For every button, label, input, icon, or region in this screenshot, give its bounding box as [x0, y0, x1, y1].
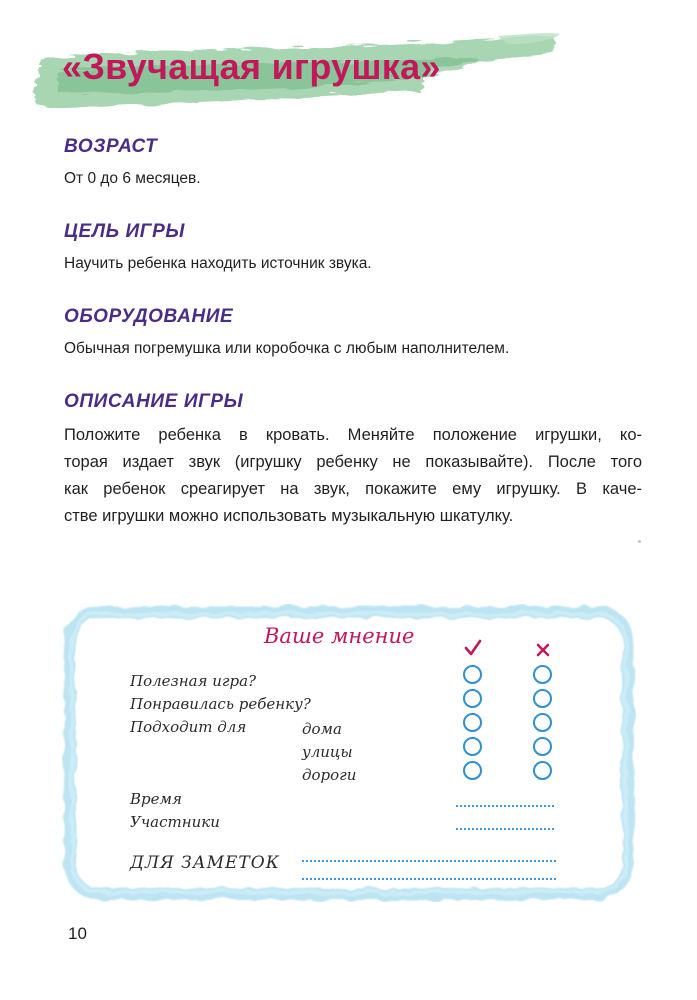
equipment-text: Обычная погремушка или коробочка с любым наполнителем.: [64, 340, 510, 357]
notes-field-line-1[interactable]: [302, 860, 556, 862]
page-title: «Звучащая игрушка»: [62, 46, 441, 87]
goal-heading: ЦЕЛЬ ИГРЫ: [64, 221, 185, 242]
time-label: Время: [130, 790, 182, 808]
notes-field-line-2[interactable]: [302, 878, 556, 880]
suitable-road: дороги: [302, 766, 357, 784]
description-line: стве игрушки можно использовать музыкальную шкатулку.: [64, 507, 514, 525]
age-heading: ВОЗРАСТ: [64, 136, 158, 157]
description-text: [64, 422, 642, 530]
equipment-heading: ОБОРУДОВАНИЕ: [64, 306, 234, 327]
description-line: Положите ребенка в кровать. Меняйте положение игрушки, ко-: [64, 426, 642, 444]
opinion-title: Ваше мнение: [264, 624, 415, 648]
participants-label: Участники: [130, 813, 220, 831]
useful-yes-radio[interactable]: [463, 665, 482, 684]
street-yes-radio[interactable]: [463, 737, 482, 756]
liked-yes-radio[interactable]: [463, 689, 482, 708]
participants-field[interactable]: [456, 828, 554, 830]
question-useful: Полезная игра?: [130, 672, 257, 690]
paper-speck: [638, 540, 641, 543]
description-heading: ОПИСАНИЕ ИГРЫ: [64, 391, 244, 412]
home-yes-radio[interactable]: [463, 713, 482, 732]
cross-icon: [533, 640, 553, 660]
suitable-home: дома: [302, 720, 342, 738]
question-suitable-for: Подходит для: [130, 718, 247, 736]
suitable-street: улицы: [302, 743, 353, 761]
check-icon: [463, 638, 483, 658]
question-child-liked: Понравилась ребенку?: [130, 695, 311, 713]
liked-no-radio[interactable]: [533, 689, 552, 708]
road-no-radio[interactable]: [533, 761, 552, 780]
useful-no-radio[interactable]: [533, 665, 552, 684]
road-yes-radio[interactable]: [463, 761, 482, 780]
description-line: как ребенок среагирует на звук, покажите ему игрушку. В каче-: [64, 480, 642, 498]
description-line: торая издает звук (игрушку ребенку не показывайте). После того: [64, 453, 642, 471]
time-field[interactable]: [456, 805, 554, 807]
home-no-radio[interactable]: [533, 713, 552, 732]
goal-text: Научить ребенка находить источник звука.: [64, 255, 372, 272]
page-number: 10: [68, 924, 87, 943]
age-text: От 0 до 6 месяцев.: [64, 170, 201, 187]
street-no-radio[interactable]: [533, 737, 552, 756]
notes-label: ДЛЯ ЗАМЕТОК: [130, 853, 280, 873]
